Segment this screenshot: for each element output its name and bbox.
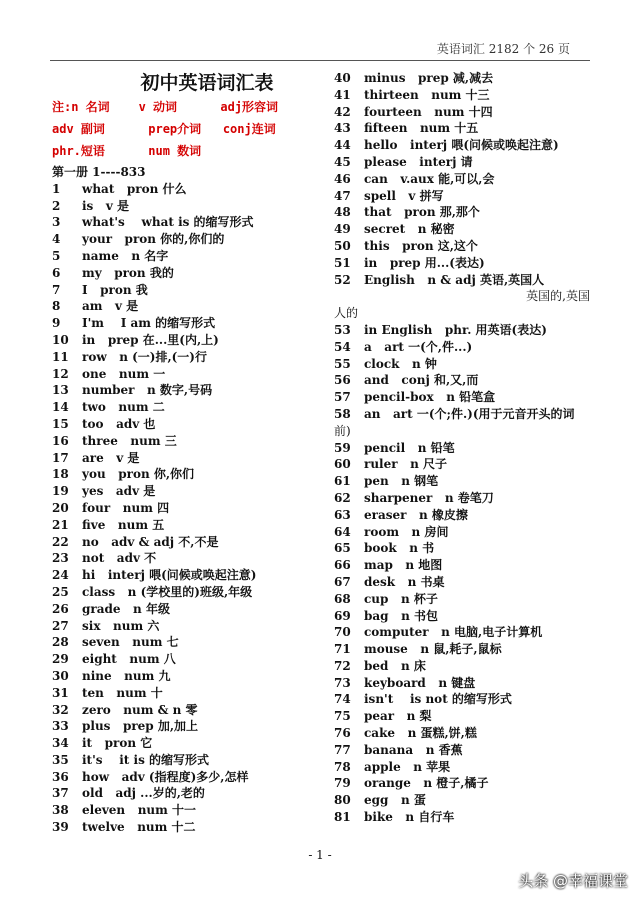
entry-text: row n (一)排,(一)行: [82, 349, 207, 364]
entry-text: pencil n 铅笔: [364, 440, 455, 455]
vocab-entry: [334, 591, 592, 608]
entry-number: 73: [334, 675, 351, 690]
entry-number: 55: [334, 356, 351, 371]
entry-text: name n 名字: [82, 248, 169, 263]
entry-number: 36: [52, 769, 69, 784]
left-entry-list: [52, 181, 322, 836]
entry-number: 1: [52, 181, 61, 196]
legend-line-2: adv 副词 prep介词 conj连词: [52, 122, 276, 136]
entry-text: that pron 那,那个: [364, 205, 480, 220]
vocab-entry: [334, 490, 592, 507]
entry-text: is v 是: [82, 198, 129, 213]
entry-number: 65: [334, 541, 351, 556]
entry-number: 8: [52, 299, 61, 314]
entry-number: 53: [334, 322, 351, 337]
entry-text: can v.aux 能,可以,会: [364, 171, 495, 186]
entry-text: sharpener n 卷笔刀: [364, 490, 494, 505]
entry-number: 32: [52, 702, 69, 717]
vocab-entry: [52, 366, 322, 383]
entry-text: bag n 书包: [364, 608, 438, 623]
entry-number: 7: [52, 282, 61, 297]
entry-text: clock n 钟: [364, 356, 437, 371]
entry-number: 6: [52, 265, 61, 280]
entry-text: spell v 拼写: [364, 188, 444, 203]
vocab-entry: [334, 339, 592, 356]
entry-text: yes adv 是: [82, 484, 156, 499]
entry-number: 34: [52, 736, 69, 751]
entry-text: please interj 请: [364, 154, 473, 169]
entry-text: fourteen num 十四: [364, 104, 493, 119]
vocab-entry: [334, 171, 592, 188]
entry-number: 27: [52, 618, 69, 633]
entry-text: pen n 钢笔: [364, 474, 439, 489]
vocab-entry: [334, 137, 592, 154]
entry-number: 17: [52, 450, 69, 465]
vocab-entry: [334, 658, 592, 675]
vocab-entry: [52, 450, 322, 467]
entry-text: ruler n 尺子: [364, 457, 447, 472]
entry-number: 24: [52, 568, 69, 583]
entry-text: five num 五: [82, 517, 165, 532]
entry-text: minus prep 减,减去: [364, 71, 494, 85]
entry-text: no adv & adj 不,不是: [82, 534, 219, 549]
entry-52-continuation: 英国的,英国: [526, 289, 590, 304]
right-column: [334, 70, 592, 826]
entry-number: 52: [334, 272, 351, 287]
entry-number: 15: [52, 416, 69, 431]
entry-text: eight num 八: [82, 652, 176, 667]
vocab-entry: [52, 433, 322, 450]
entry-number: 69: [334, 608, 351, 623]
vocab-entry: [334, 356, 592, 373]
vocab-entry: [52, 601, 322, 618]
entry-text: six num 六: [82, 618, 160, 633]
entry-text: banana n 香蕉: [364, 742, 463, 757]
entry-number: 30: [52, 668, 69, 683]
vocab-entry: [334, 742, 592, 759]
vocab-entry: [52, 181, 322, 198]
entry-text: in prep 在...里(内,上): [82, 332, 219, 347]
entry-text: this pron 这,这个: [364, 238, 478, 253]
vocab-entry: [334, 70, 592, 87]
left-column: [52, 70, 322, 836]
entry-text: four num 四: [82, 500, 170, 515]
entry-text: egg n 蛋: [364, 793, 426, 808]
vocab-entry: [334, 221, 592, 238]
entry-text: you pron 你,你们: [82, 467, 195, 482]
header-page-info: 英语词汇 2182 个 26 页: [436, 42, 570, 56]
vocab-entry: [334, 204, 592, 221]
entry-text: three num 三: [82, 433, 177, 448]
entry-number: 11: [52, 349, 69, 364]
entry-number: 23: [52, 551, 69, 566]
vocab-entry: [52, 382, 322, 399]
volume-heading: 第一册 1----833: [52, 165, 146, 179]
entry-text: cup n 杯子: [364, 591, 438, 606]
vocab-entry: [334, 792, 592, 809]
entry-number: 62: [334, 490, 351, 505]
entry-number: 42: [334, 104, 351, 119]
entry-number: 49: [334, 222, 351, 237]
vocab-entry: [334, 154, 592, 171]
vocab-entry: [52, 332, 322, 349]
entry-number: 22: [52, 534, 69, 549]
vocab-entry: [52, 298, 322, 315]
entry-number: 61: [334, 474, 351, 489]
entry-number: 64: [334, 524, 351, 539]
vocab-entry: [52, 282, 322, 299]
entry-number: 14: [52, 400, 69, 415]
entry-number: 60: [334, 457, 351, 472]
entry-number: 21: [52, 517, 69, 532]
legend-line-1: 注:n 名词 v 动词 adj形容词: [52, 100, 279, 114]
entry-text: an art 一(个;件.)(用于元音开头的词: [364, 406, 575, 421]
page-title: 初中英语词汇表: [140, 72, 274, 94]
entry-number: 3: [52, 215, 61, 230]
entry-text: too adv 也: [82, 416, 156, 431]
vocab-entry: [52, 685, 322, 702]
entry-number: 20: [52, 500, 69, 515]
entry-text: zero num & n 零: [82, 702, 198, 717]
entry-text: book n 书: [364, 541, 435, 556]
vocab-entry: [334, 624, 592, 641]
entry-text: in English phr. 用英语(表达): [364, 322, 547, 337]
vocab-entry: [334, 524, 592, 541]
entry-number: 51: [334, 255, 351, 270]
entry-number: 47: [334, 188, 351, 203]
entry-text: eraser n 橡皮擦: [364, 507, 468, 522]
vocab-entry: [334, 574, 592, 591]
entry-number: 68: [334, 591, 351, 606]
vocab-entry: [52, 483, 322, 500]
entry-number: 74: [334, 692, 351, 707]
entry-number: 43: [334, 121, 351, 136]
entry-text: twelve num 十二: [82, 820, 196, 835]
vocab-entry: [334, 406, 592, 423]
entry-text: are v 是: [82, 450, 140, 465]
vocab-entry: [52, 735, 322, 752]
entry-text: apple n 苹果: [364, 759, 451, 774]
vocab-entry: [52, 702, 322, 719]
entry-number: 45: [334, 154, 351, 169]
entry-text: how adv (指程度)多少,怎样: [82, 769, 249, 784]
entry-number: 28: [52, 635, 69, 650]
vocab-entry: [52, 399, 322, 416]
vocab-entry: [52, 214, 322, 231]
vocab-entry: [334, 759, 592, 776]
entry-number: 48: [334, 205, 351, 220]
right-entry-list-a: [334, 70, 592, 288]
vocab-entry: [52, 651, 322, 668]
vocab-entry: [52, 416, 322, 433]
entry-text: computer n 电脑,电子计算机: [364, 625, 543, 640]
entry-number: 81: [334, 810, 351, 825]
entry-text: room n 房间: [364, 524, 449, 539]
vocab-entry: [334, 238, 592, 255]
entry-number: 77: [334, 742, 351, 757]
entry-number: 29: [52, 652, 69, 667]
entry-text: orange n 橙子,橘子: [364, 776, 489, 791]
entry-text: old adj ...岁的,老的: [82, 786, 205, 801]
vocab-entry: [52, 618, 322, 635]
entry-text: in prep 用...(表达): [364, 255, 485, 270]
vocab-entry: [52, 752, 322, 769]
entry-number: 38: [52, 803, 69, 818]
entry-text: seven num 七: [82, 635, 179, 650]
entry-text: map n 地图: [364, 558, 443, 573]
legend-line-3: phr.短语 num 数词: [52, 144, 202, 158]
entry-text: ten num 十: [82, 685, 163, 700]
entry-text: my pron 我的: [82, 265, 174, 280]
entry-number: 39: [52, 820, 69, 835]
vocab-entry: [52, 500, 322, 517]
entry-number: 75: [334, 709, 351, 724]
entry-text: fifteen num 十五: [364, 121, 479, 136]
entry-number: 56: [334, 373, 351, 388]
entry-number: 46: [334, 171, 351, 186]
entry-number: 58: [334, 406, 351, 421]
entry-number: 26: [52, 601, 69, 616]
entry-text: mouse n 鼠,耗子,鼠标: [364, 642, 502, 657]
vocab-entry: [52, 802, 322, 819]
entry-text: cake n 蛋糕,饼,糕: [364, 726, 477, 741]
vocab-entry: [52, 819, 322, 836]
entry-text: isn't is not 的缩写形式: [364, 692, 512, 707]
vocab-entry: [334, 708, 592, 725]
entry-text: plus prep 加,加上: [82, 719, 199, 734]
vocab-entry: [334, 440, 592, 457]
entry-number: 66: [334, 558, 351, 573]
vocab-entry: [334, 255, 592, 272]
entry-number: 54: [334, 339, 351, 354]
entry-number: 16: [52, 433, 69, 448]
vocab-entry: [52, 265, 322, 282]
entry-text: hi interj 喂(问候或唤起注意): [82, 568, 257, 583]
entry-text: secret n 秘密: [364, 222, 455, 237]
header-divider: [50, 60, 590, 61]
entry-number: 4: [52, 232, 61, 247]
entry-text: one num 一: [82, 366, 166, 381]
entry-number: 71: [334, 642, 351, 657]
entry-number: 76: [334, 726, 351, 741]
entry-number: 78: [334, 759, 351, 774]
entry-number: 31: [52, 685, 69, 700]
entry-text: pencil-box n 铅笔盒: [364, 390, 496, 405]
entry-number: 59: [334, 440, 351, 455]
entry-text: keyboard n 键盘: [364, 675, 476, 690]
entry-number: 72: [334, 658, 351, 673]
entry-text: two num 二: [82, 400, 165, 415]
entry-text: what's what is 的缩写形式: [82, 215, 254, 230]
entry-number: 2: [52, 198, 61, 213]
entry-text: it's it is 的缩写形式: [82, 752, 210, 767]
vocab-entry: [334, 120, 592, 137]
vocab-entry: [334, 691, 592, 708]
entry-text: bike n 自行车: [364, 810, 455, 825]
entry-text: bed n 床: [364, 658, 426, 673]
vocab-entry: [334, 507, 592, 524]
entry-number: 57: [334, 390, 351, 405]
vocab-entry: [334, 272, 592, 289]
vocab-entry: [52, 567, 322, 584]
entry-text: I'm I am 的缩写形式: [82, 316, 216, 331]
vocab-entry: [334, 775, 592, 792]
vocab-entry: [334, 725, 592, 742]
page-number: - 1 -: [308, 848, 332, 862]
entry-text: and conj 和,又,而: [364, 373, 479, 388]
entry-text: I pron 我: [82, 282, 148, 297]
vocab-entry: [52, 785, 322, 802]
vocab-entry: [334, 104, 592, 121]
vocab-entry: [334, 322, 592, 339]
vocab-entry: [334, 641, 592, 658]
entry-text: hello interj 喂(问候或唤起注意): [364, 138, 559, 153]
entry-number: 19: [52, 484, 69, 499]
entry-number: 80: [334, 793, 351, 808]
vocab-entry: [334, 456, 592, 473]
vocab-entry: [334, 188, 592, 205]
entry-text: nine num 九: [82, 668, 171, 683]
entry-number: 10: [52, 332, 69, 347]
entry-number: 9: [52, 316, 61, 331]
entry-number: 5: [52, 248, 61, 263]
vocab-entry: [52, 634, 322, 651]
vocab-entry: [334, 608, 592, 625]
vocab-entry: [334, 389, 592, 406]
vocab-entry: [52, 550, 322, 567]
vocab-entry: [52, 534, 322, 551]
entry-text: pear n 梨: [364, 709, 432, 724]
entry-text: number n 数字,号码: [82, 383, 213, 398]
entry-number: 50: [334, 238, 351, 253]
entry-text: it pron 它: [82, 736, 153, 751]
vocab-entry: [334, 372, 592, 389]
entry-number: 41: [334, 87, 351, 102]
entry-number: 44: [334, 138, 351, 153]
entry-number: 79: [334, 776, 351, 791]
vocab-entry: [334, 809, 592, 826]
vocab-entry: [52, 198, 322, 215]
entry-text: class n (学校里的)班级,年级: [82, 584, 253, 599]
vocab-entry: [52, 718, 322, 735]
vocab-entry: [52, 517, 322, 534]
vocab-entry: [52, 584, 322, 601]
entry-text: thirteen num 十三: [364, 87, 490, 102]
vocab-entry: [52, 231, 322, 248]
vocab-entry: [334, 675, 592, 692]
watermark: 头条 @幸福课堂: [518, 872, 628, 890]
vocab-entry: [52, 668, 322, 685]
entry-text: desk n 书桌: [364, 574, 445, 589]
vocab-entry: [334, 473, 592, 490]
entry-text: eleven num 十一: [82, 803, 197, 818]
entry-text: not adv 不: [82, 551, 157, 566]
entry-text: grade n 年级: [82, 601, 170, 616]
vocab-entry: [334, 87, 592, 104]
entry-number: 33: [52, 719, 69, 734]
entry-text: what pron 什么: [82, 181, 187, 196]
vocab-entry: [334, 540, 592, 557]
entry-number: 25: [52, 584, 69, 599]
entry-text: your pron 你的,你们的: [82, 232, 225, 247]
vocab-entry: [52, 248, 322, 265]
entry-text: am v 是: [82, 299, 139, 314]
entry-number: 63: [334, 507, 351, 522]
entry-number: 67: [334, 574, 351, 589]
entry-text: English n & adj 英语,英国人: [364, 272, 545, 287]
right-entry-list-b: [334, 322, 592, 423]
vocab-entry: [52, 769, 322, 786]
entry-number: 12: [52, 366, 69, 381]
entry-text: a art 一(个,件...): [364, 339, 473, 354]
vocab-entry: [52, 466, 322, 483]
entry-number: 37: [52, 786, 69, 801]
entry-number: 40: [334, 71, 351, 85]
vocab-entry: [52, 349, 322, 366]
vocab-entry: [52, 315, 322, 332]
right-entry-list-c: [334, 440, 592, 826]
entry-number: 13: [52, 383, 69, 398]
entry-number: 35: [52, 752, 69, 767]
entry-52-continuation-2: 人的: [334, 306, 359, 321]
entry-58-continuation: 前): [334, 423, 351, 438]
entry-number: 70: [334, 625, 351, 640]
vocab-entry: [334, 557, 592, 574]
entry-number: 18: [52, 467, 69, 482]
